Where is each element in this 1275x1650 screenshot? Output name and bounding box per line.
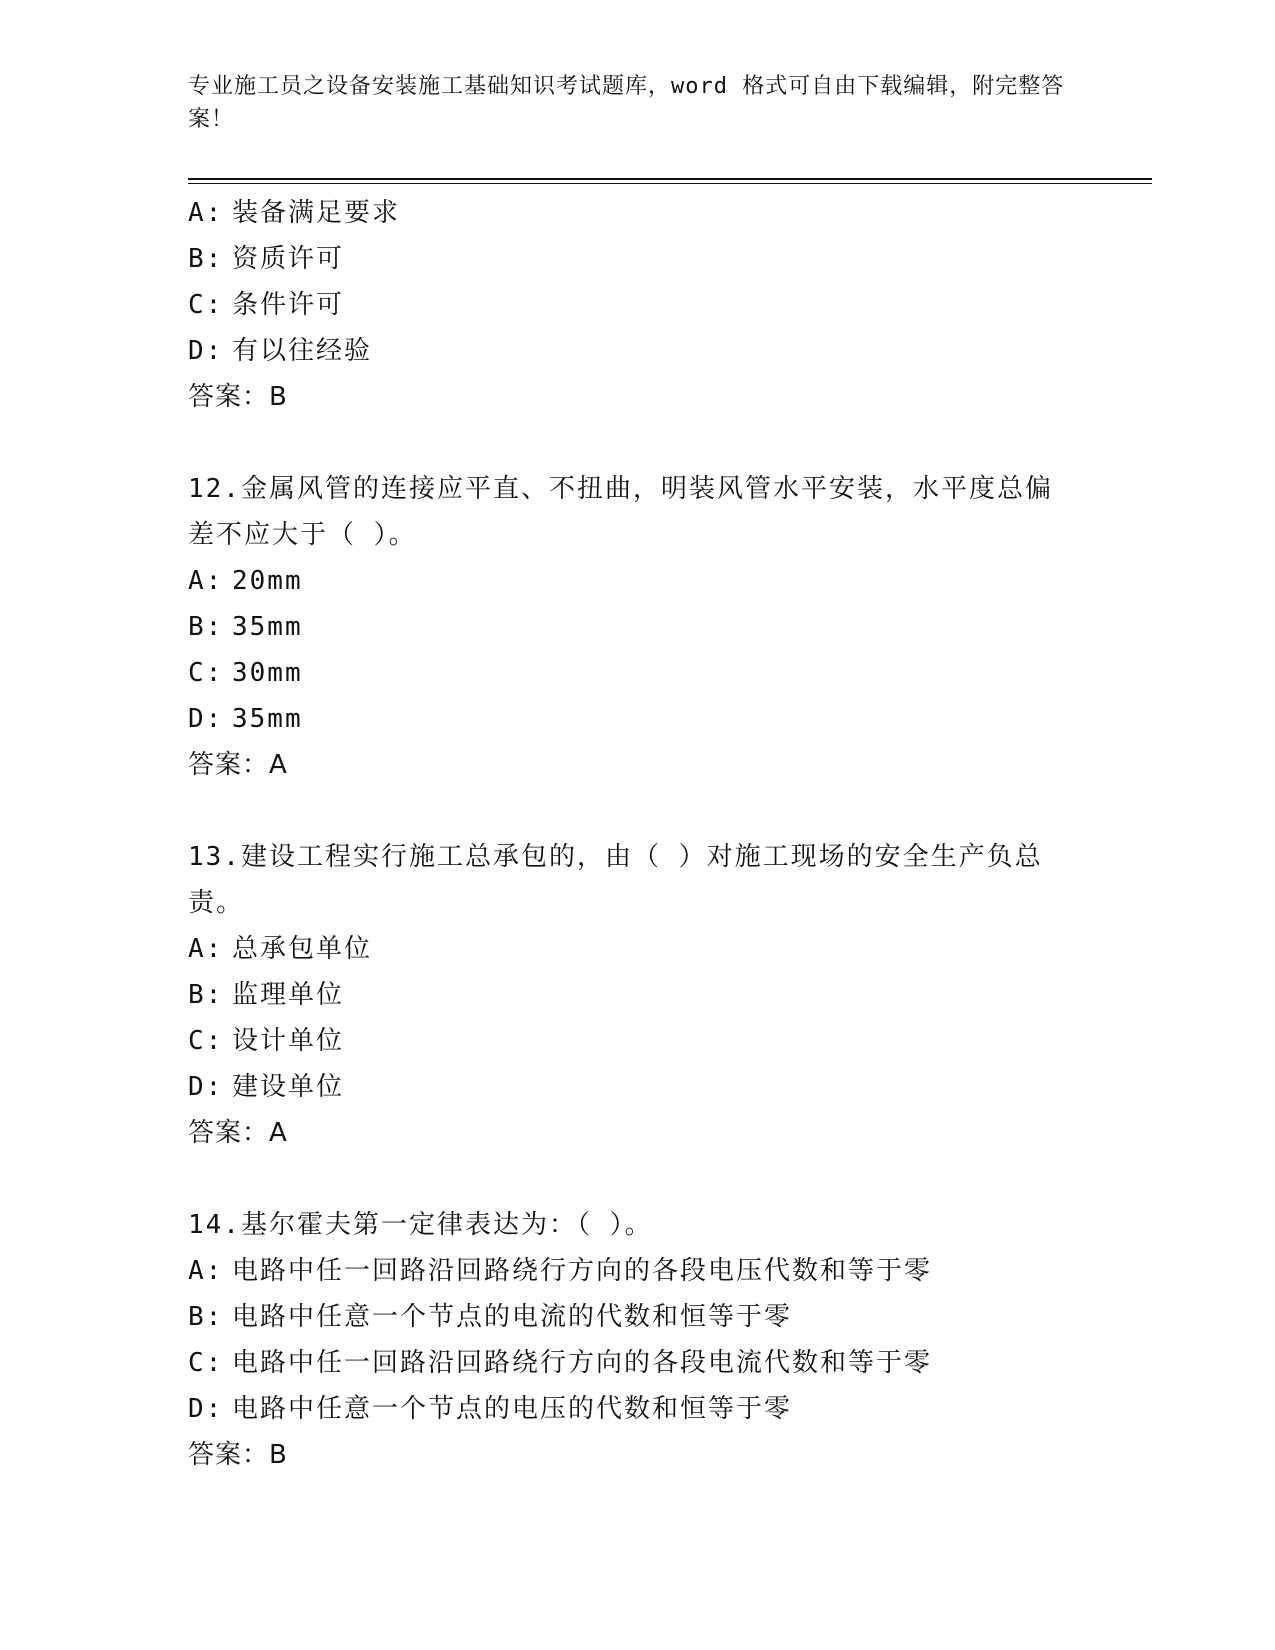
option-text: 20mm bbox=[232, 566, 303, 596]
option-text: 设计单位 bbox=[232, 1026, 345, 1056]
option-text: 资质许可 bbox=[232, 244, 345, 274]
option-c bbox=[188, 1340, 1088, 1386]
option-letter: B: bbox=[188, 1302, 224, 1332]
option-a bbox=[188, 190, 1088, 236]
option-letter: D: bbox=[188, 336, 224, 366]
option-d bbox=[188, 1064, 1088, 1110]
option-letter: A: bbox=[188, 1256, 224, 1286]
option-letter: A: bbox=[188, 934, 224, 964]
option-text: 电路中任一回路沿回路绕行方向的各段电流代数和等于零 bbox=[232, 1348, 933, 1378]
option-text: 30mm bbox=[232, 658, 303, 688]
answer-line: 答案：B bbox=[188, 1440, 288, 1470]
option-text: 总承包单位 bbox=[232, 934, 373, 964]
option-letter: C: bbox=[188, 658, 224, 688]
option-text: 电路中任意一个节点的电压的代数和恒等于零 bbox=[232, 1394, 793, 1424]
spacer bbox=[188, 1156, 1088, 1202]
option-letter: C: bbox=[188, 290, 224, 320]
option-text: 有以往经验 bbox=[232, 336, 373, 366]
option-b bbox=[188, 972, 1088, 1018]
document-header: 专业施工员之设备安装施工基础知识考试题库，word 格式可自由下载编辑，附完整答案！ bbox=[188, 74, 1065, 132]
option-text: 装备满足要求 bbox=[232, 198, 401, 228]
option-a bbox=[188, 558, 1088, 604]
spacer bbox=[188, 788, 1088, 834]
question-block bbox=[188, 834, 1088, 1156]
header-divider-thin bbox=[188, 183, 1152, 184]
option-letter: B: bbox=[188, 244, 224, 274]
option-d bbox=[188, 696, 1088, 742]
option-c bbox=[188, 650, 1088, 696]
option-d bbox=[188, 328, 1088, 374]
option-a bbox=[188, 926, 1088, 972]
spacer bbox=[188, 420, 1088, 466]
option-text: 35mm bbox=[232, 704, 303, 734]
option-letter: D: bbox=[188, 1072, 224, 1102]
option-b bbox=[188, 1294, 1088, 1340]
option-text: 条件许可 bbox=[232, 290, 345, 320]
option-text: 电路中任意一个节点的电流的代数和恒等于零 bbox=[232, 1302, 793, 1332]
option-letter: A: bbox=[188, 566, 224, 596]
option-text: 监理单位 bbox=[232, 980, 345, 1010]
question-block bbox=[188, 1202, 1088, 1478]
answer-line: 答案：B bbox=[188, 382, 288, 412]
option-text: 建设单位 bbox=[232, 1072, 345, 1102]
question-block bbox=[188, 466, 1088, 788]
question-stem: 13.建设工程实行施工总承包的，由（ ）对施工现场的安全生产负总责。 bbox=[188, 842, 1043, 918]
option-c bbox=[188, 1018, 1088, 1064]
option-letter: C: bbox=[188, 1348, 224, 1378]
header-divider-thick bbox=[188, 178, 1152, 180]
option-a bbox=[188, 1248, 1088, 1294]
option-letter: D: bbox=[188, 1394, 224, 1424]
question-stem: 14.基尔霍夫第一定律表达为：（ ）。 bbox=[188, 1210, 653, 1240]
option-text: 35mm bbox=[232, 612, 303, 642]
option-letter: C: bbox=[188, 1026, 224, 1056]
option-text: 电路中任一回路沿回路绕行方向的各段电压代数和等于零 bbox=[232, 1256, 933, 1286]
option-b bbox=[188, 604, 1088, 650]
option-c bbox=[188, 282, 1088, 328]
question-block bbox=[188, 190, 1088, 420]
option-letter: B: bbox=[188, 980, 224, 1010]
option-b bbox=[188, 236, 1088, 282]
answer-line: 答案：A bbox=[188, 1118, 288, 1148]
option-letter: B: bbox=[188, 612, 224, 642]
answer-line: 答案：A bbox=[188, 750, 288, 780]
question-list bbox=[188, 190, 1088, 1478]
option-d bbox=[188, 1386, 1088, 1432]
question-stem: 12.金属风管的连接应平直、不扭曲，明装风管水平安装，水平度总偏差不应大于（ ）。 bbox=[188, 474, 1053, 550]
option-letter: A: bbox=[188, 198, 224, 228]
option-letter: D: bbox=[188, 704, 224, 734]
